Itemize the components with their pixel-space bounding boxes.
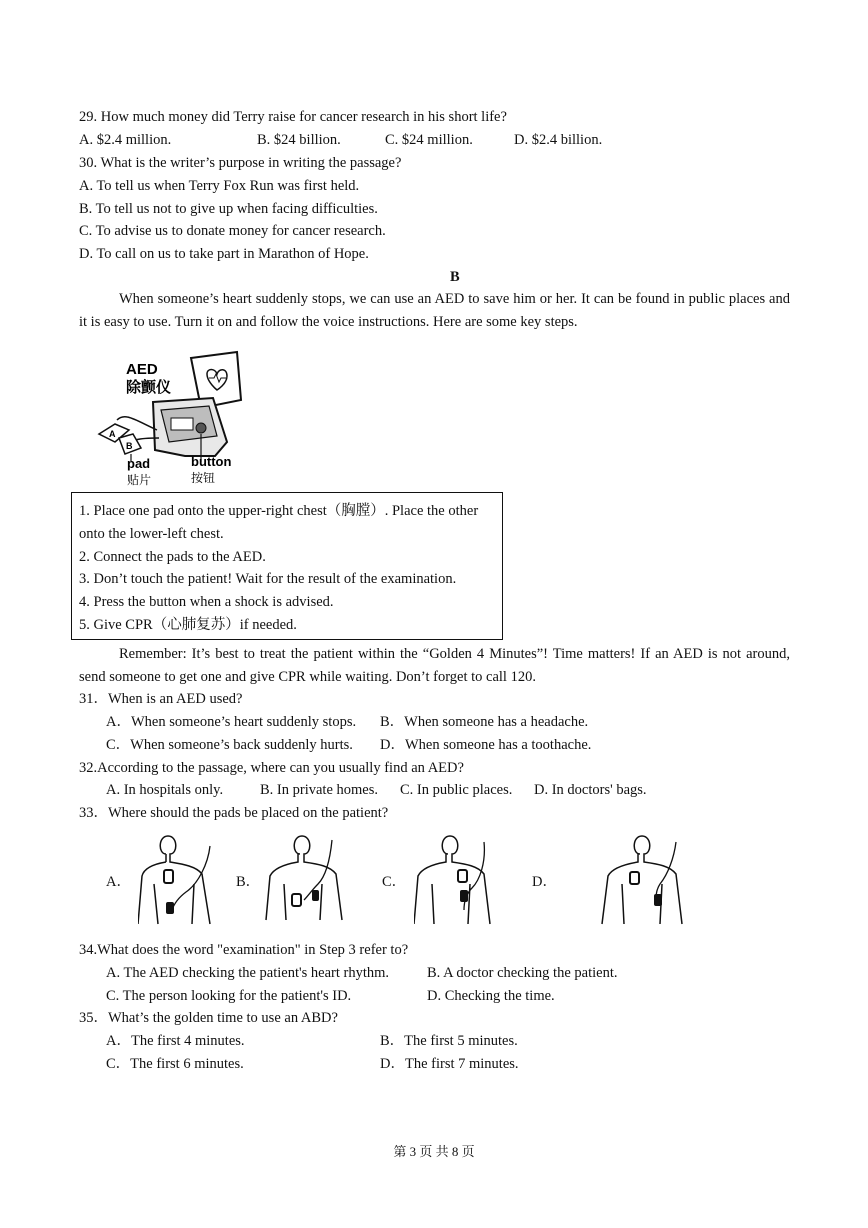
q30-question: 30. What is the writer’s purpose in writing the passage? xyxy=(79,155,402,171)
q35-question: 35．What’s the golden time to use an ABD? xyxy=(79,1010,338,1026)
step-1: 1. Place one pad onto the upper-right chest（胸膛）. Place the other xyxy=(79,503,479,519)
pad-b-letter: B xyxy=(126,441,133,451)
pad-lower xyxy=(166,902,174,914)
section-b-intro: When someone’s heart suddenly stops, we can use an AED to save him or her. It can be found in public places and it is easy to use. Turn it on and follow the voice instructions. Here are some key steps. xyxy=(79,291,790,330)
step-5: 5. Give CPR（心肺复苏）if needed. xyxy=(79,617,297,633)
remember-paragraph: Remember: It’s best to treat the patient within the “Golden 4 Minutes”! Time matters! If an AED is not around, send someone to get one and give CPR while waiting. Don’t forget to call 120. xyxy=(79,646,790,685)
pad-upper xyxy=(458,870,467,882)
q30-option-b: B. To tell us not to give up when facing difficulties. xyxy=(79,201,378,217)
pad-upper xyxy=(312,890,319,901)
aed-label-cn: 除颤仪 xyxy=(126,379,172,396)
torso-outline xyxy=(602,836,682,924)
q35-option-c: C．The first 6 minutes. xyxy=(106,1056,244,1072)
q31-question: 31．When is an AED used? xyxy=(79,691,243,707)
q32-option-a: A. In hospitals only. xyxy=(106,782,224,798)
section-b-heading: B xyxy=(450,269,460,285)
q31-option-d: D．When someone has a toothache. xyxy=(380,737,592,753)
q33-option-b-figure xyxy=(264,834,344,931)
q29-option-d: D. $2.4 billion. xyxy=(514,132,603,148)
q35-option-a: A．The first 4 minutes. xyxy=(106,1033,245,1049)
q29-question: 29. How much money did Terry raise for cancer research in his short life? xyxy=(79,109,507,125)
q31-option-a: A．When someone’s heart suddenly stops. xyxy=(106,714,357,730)
page-footer: 第 3 页 共 8 页 xyxy=(393,1144,475,1159)
step-1-cont: onto the lower-left chest. xyxy=(79,526,224,542)
aed-illustration xyxy=(95,350,255,488)
pad-wire xyxy=(172,846,210,910)
step-4: 4. Press the button when a shock is advised. xyxy=(79,594,334,610)
q33-question: 33．Where should the pads be placed on the patient? xyxy=(79,805,389,821)
q33-option-c-label: C． xyxy=(382,874,407,890)
q32-option-b: B. In private homes. xyxy=(260,782,378,798)
q34-option-c: C. The person looking for the patient's ID. xyxy=(106,988,352,1004)
step-3: 3. Don’t touch the patient! Wait for the result of the examination. xyxy=(79,571,457,587)
q33-option-d-figure xyxy=(598,834,684,931)
pad-label-en: pad xyxy=(127,456,151,471)
q35-option-b: B．The first 5 minutes. xyxy=(380,1033,518,1049)
pad-wire xyxy=(656,842,676,902)
q31-option-c: C．When someone’s back suddenly hurts. xyxy=(106,737,353,753)
q33-option-d-label: D． xyxy=(532,874,557,890)
pad-lower xyxy=(654,894,662,906)
q30-option-d: D. To call on us to take part in Marathon of Hope. xyxy=(79,246,369,262)
aed-figure xyxy=(95,350,255,488)
q34-question: 34.What does the word "examination" in Step 3 refer to? xyxy=(79,942,409,958)
step-2: 2. Connect the pads to the AED. xyxy=(79,549,266,565)
q30-option-c: C. To advise us to donate money for cancer research. xyxy=(79,223,386,239)
q33-option-b-label: B． xyxy=(236,874,261,890)
q29-option-a: A. $2.4 million. xyxy=(79,132,172,148)
q32-question: 32.According to the passage, where can you usually find an AED? xyxy=(79,760,464,776)
pad-lower xyxy=(460,890,468,902)
q29-option-b: B. $24 billion. xyxy=(257,132,341,148)
button-label-cn: 按钮 xyxy=(191,471,216,485)
pad-lower xyxy=(292,894,301,906)
q34-option-a: A. The AED checking the patient's heart rhythm. xyxy=(106,965,390,981)
q33-option-a-figure xyxy=(138,834,218,931)
q34-option-d: D. Checking the time. xyxy=(427,988,555,1004)
pad-label-cn: 贴片 xyxy=(127,473,152,487)
q32-option-c: C. In public places. xyxy=(400,782,513,798)
aed-button-shape xyxy=(196,423,206,433)
q33-option-c-figure xyxy=(414,834,494,931)
q34-option-b: B. A doctor checking the patient. xyxy=(427,965,618,981)
aed-label-en: AED xyxy=(126,361,158,378)
pad-upper xyxy=(630,872,639,884)
q32-option-d: D. In doctors' bags. xyxy=(534,782,647,798)
torso-outline xyxy=(414,836,490,924)
q30-option-a: A. To tell us when Terry Fox Run was first held. xyxy=(79,178,360,194)
q35-option-d: D．The first 7 minutes. xyxy=(380,1056,519,1072)
button-label-en: button xyxy=(191,454,232,469)
pad-upper xyxy=(164,870,173,883)
q33-option-a-label: A． xyxy=(106,874,131,890)
aed-screen xyxy=(171,418,193,430)
pad-a-letter: A xyxy=(109,429,116,439)
q29-option-c: C. $24 million. xyxy=(385,132,473,148)
q31-option-b: B．When someone has a headache. xyxy=(380,714,589,730)
